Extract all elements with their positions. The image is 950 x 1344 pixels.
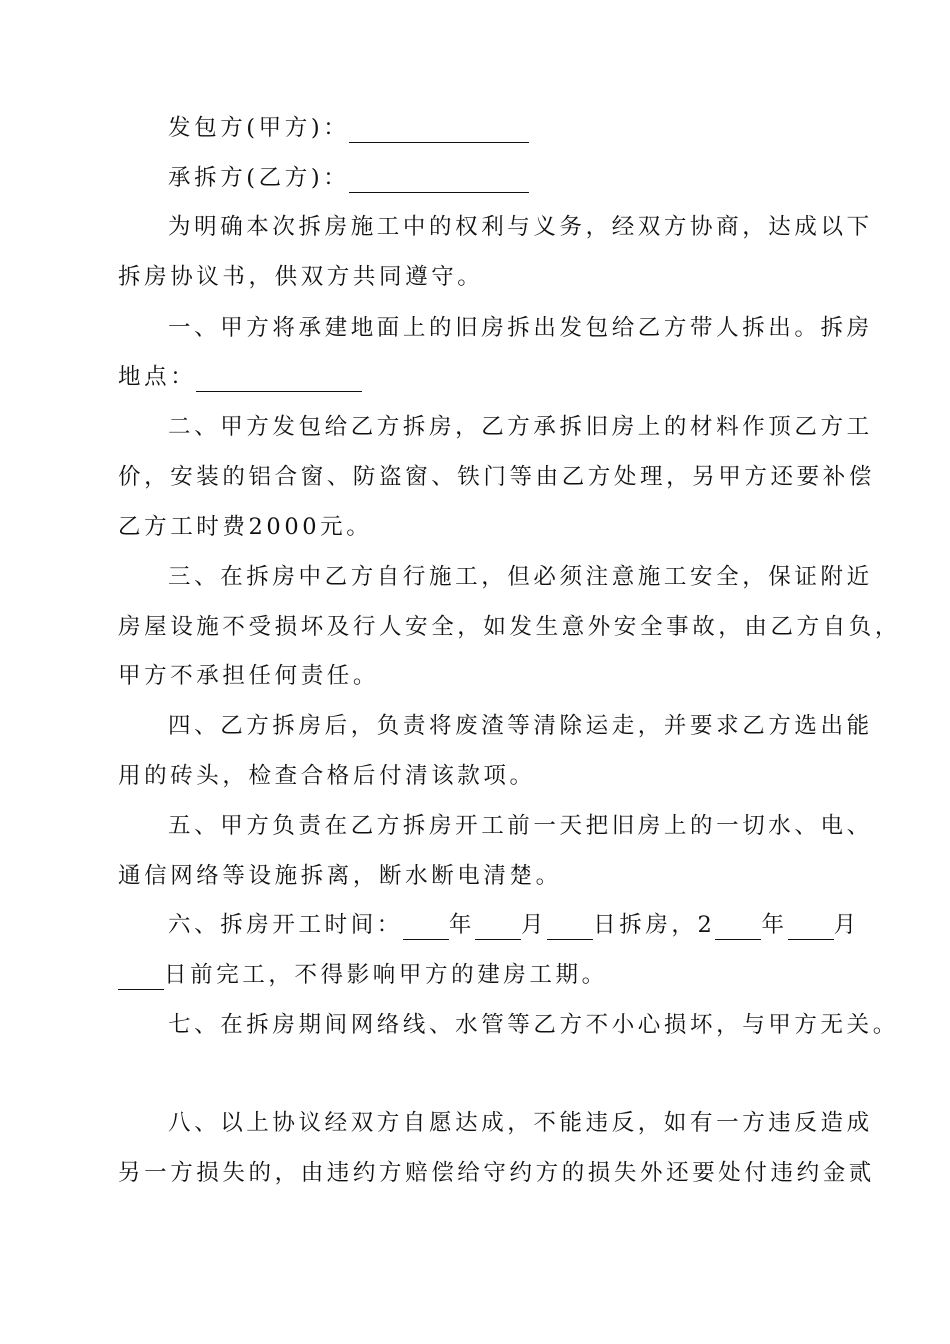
start-day-blank bbox=[547, 911, 593, 940]
end-month-blank bbox=[788, 911, 834, 940]
party-b-field bbox=[168, 163, 529, 193]
site-label: 地点： bbox=[118, 364, 197, 390]
start-year-unit: 年 bbox=[448, 912, 476, 938]
start-month-blank bbox=[475, 911, 521, 940]
end-year-unit: 年 bbox=[761, 912, 788, 938]
clause-4-line-1: 四、乙方拆房后，负责将废渣等清除运走，并要求乙方选出能 bbox=[168, 713, 873, 739]
clause-6-line-1 bbox=[168, 910, 860, 940]
clause-2-line-1: 二、甲方发包给乙方拆房，乙方承拆旧房上的材料作顶乙方工 bbox=[168, 414, 873, 440]
end-year-blank bbox=[715, 911, 761, 940]
start-time-label: 六、拆房开工时间： bbox=[168, 912, 403, 938]
clause-8-line-2: 另一方损失的，由违约方赔偿给守约方的损失外还要处付违约金贰 bbox=[118, 1160, 875, 1186]
start-day-unit: 日拆房， bbox=[593, 912, 698, 938]
party-a-blank bbox=[349, 114, 529, 143]
clause-2-line-2: 价，安装的铝合窗、防盗窗、铁门等由乙方处理，另甲方还要补偿 bbox=[118, 464, 875, 490]
clause-3-line-2: 房屋设施不受损坏及行人安全，如发生意外安全事故，由乙方自负， bbox=[118, 614, 902, 640]
clause-7-line-1: 七、在拆房期间网络线、水管等乙方不小心损坏，与甲方无关。 bbox=[168, 1012, 899, 1038]
clause-5-line-1: 五、甲方负责在乙方拆房开工前一天把旧房上的一切水、电、 bbox=[168, 813, 873, 839]
start-year-blank bbox=[403, 911, 449, 940]
end-day-text: 日前完工，不得影响甲方的建房工期。 bbox=[164, 962, 608, 988]
clause-4-line-2: 用的砖头，检查合格后付清该款项。 bbox=[118, 763, 536, 789]
clause-5-line-2: 通信网络等设施拆离，断水断电清楚。 bbox=[118, 863, 562, 889]
end-day-blank bbox=[118, 961, 164, 990]
intro-line-1: 为明确本次拆房施工中的权利与义务，经双方协商，达成以下 bbox=[168, 214, 873, 240]
intro-line-2: 拆房协议书，供双方共同遵守。 bbox=[118, 264, 484, 290]
party-b-blank bbox=[349, 164, 529, 193]
site-blank bbox=[196, 363, 362, 392]
clause-1-line-2 bbox=[118, 362, 362, 392]
party-a-label: 发包方(甲方)： bbox=[168, 115, 350, 141]
clause-3-line-1: 三、在拆房中乙方自行施工，但必须注意施工安全，保证附近 bbox=[168, 564, 873, 590]
end-year-prefix: 2 bbox=[697, 912, 716, 938]
end-month-unit: 月 bbox=[833, 912, 860, 938]
start-month-unit: 月 bbox=[521, 912, 548, 938]
party-a-field bbox=[168, 113, 529, 143]
clause-8-line-1: 八、以上协议经双方自愿达成，不能违反，如有一方违反造成 bbox=[168, 1110, 873, 1136]
party-b-label: 承拆方(乙方)： bbox=[168, 165, 350, 191]
clause-2-line-3: 乙方工时费2000元。 bbox=[118, 514, 373, 540]
clause-3-line-3: 甲方不承担任何责任。 bbox=[118, 663, 380, 689]
clause-6-line-2 bbox=[118, 960, 608, 990]
clause-1-line-1: 一、甲方将承建地面上的旧房拆出发包给乙方带人拆出。拆房 bbox=[168, 315, 873, 341]
